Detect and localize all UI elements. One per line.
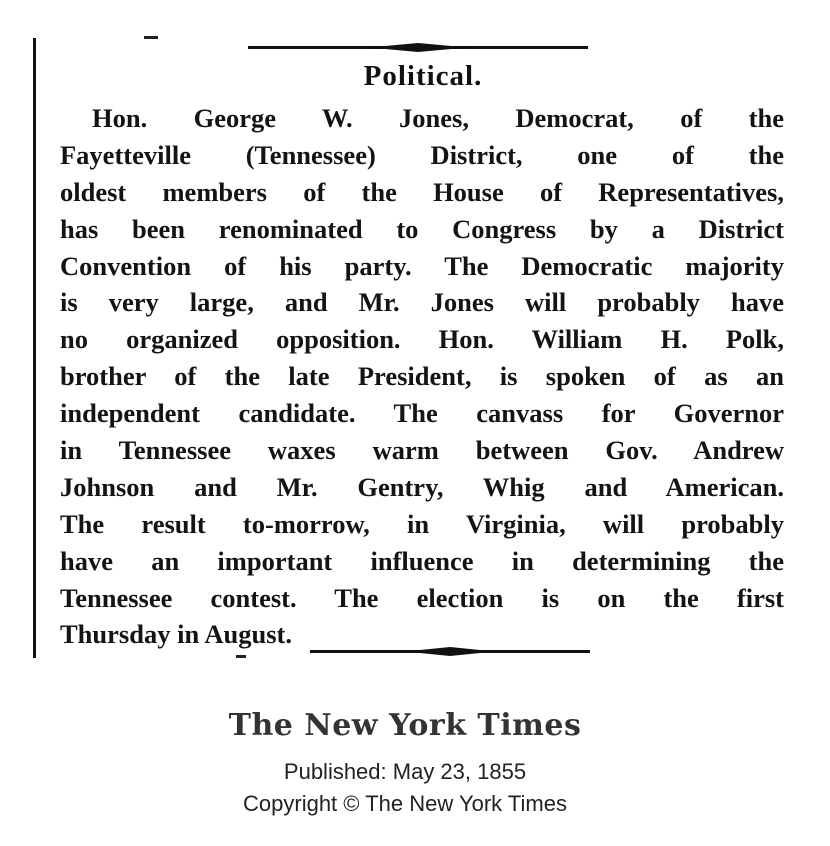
article-line: no organized opposition. Hon. William H. Polk, — [60, 324, 784, 355]
article-line: have an important influence in determining the — [60, 545, 784, 576]
article-line: Hon. George W. Jones, Democrat, of the — [92, 103, 784, 133]
article-line: has been renominated to Congress by a District — [60, 213, 784, 244]
article-line: oldest members of the House of Representatives, — [60, 176, 784, 207]
print-speck — [236, 655, 246, 658]
article-line: Convention of his party. The Democratic majority — [60, 250, 784, 281]
article-line: Tennessee contest. The election is on the first — [60, 582, 784, 613]
article-line: The result to-morrow, in Virginia, will probably — [60, 508, 784, 539]
article-line: is very large, and Mr. Jones will probably have — [60, 287, 784, 318]
published-date: Published: May 23, 1855 — [283, 759, 527, 784]
article-line: Johnson and Mr. Gentry, Whig and American. — [60, 471, 784, 502]
article-line: in Tennessee waxes warm between Gov. Andrew — [60, 435, 784, 466]
article-line: Fayetteville (Tennessee) District, one of the — [60, 139, 784, 170]
article-body — [60, 100, 784, 653]
article-headline: Political. — [363, 60, 483, 92]
copyright-notice: Copyright © The New York Times — [243, 791, 567, 816]
nyt-masthead-logo: The New York Times — [228, 708, 582, 743]
article-line: Thursday in August. — [60, 619, 292, 650]
article-line: independent candidate. The canvass for Governor — [60, 398, 784, 429]
article-line: brother of the late President, is spoken of as an — [60, 361, 784, 392]
print-speck — [144, 36, 158, 39]
column-rule — [33, 38, 36, 658]
